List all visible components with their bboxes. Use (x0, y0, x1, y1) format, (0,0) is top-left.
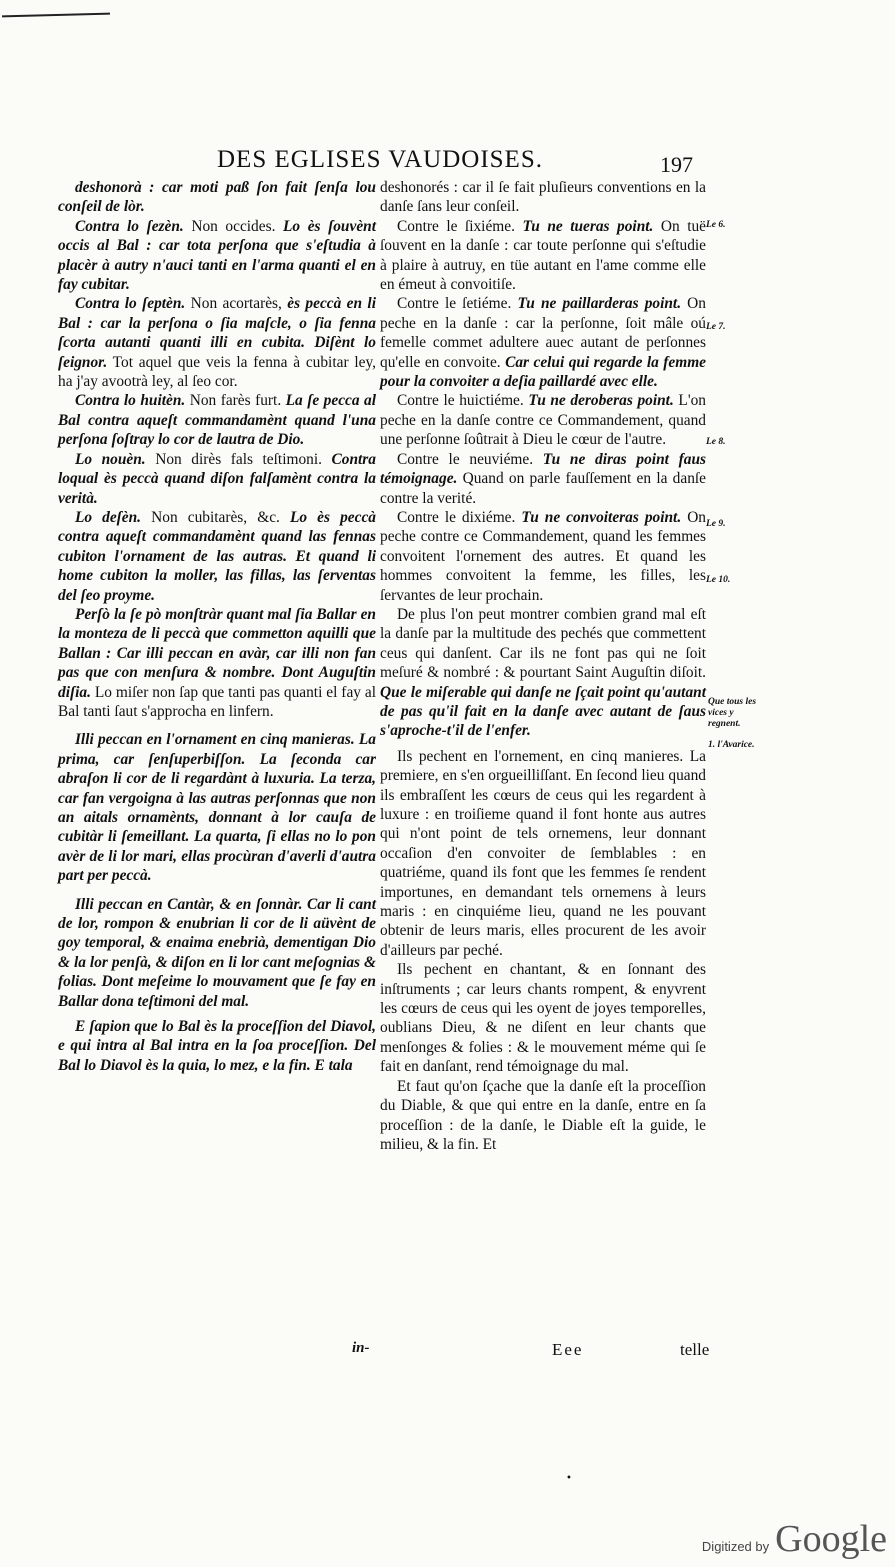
roman-text: Non dirès fals teſtimoni. (145, 450, 332, 468)
italic-text: Tu ne deroberas point. (528, 392, 674, 410)
roman-text: On peche en la danſe : car la perſonne, ſoit mâle oú femelle commet adultere auec autant de perſonnes qu'elle en convoite. (380, 295, 706, 371)
roman-text: Non cubitarès, &c. (141, 508, 290, 526)
paragraph (58, 895, 376, 1011)
italic-text: Contra loqual ès peccà quand diſon falſamènt contra la verità. (58, 450, 376, 507)
roman-text: Contre le neuviéme. (396, 450, 543, 468)
italic-text: Tu ne paillarderas point. (517, 295, 682, 313)
watermark-prefix: Digitized by (701, 1539, 770, 1554)
italic-text: Contra lo huitèn. (74, 392, 186, 410)
paragraph (58, 217, 376, 295)
roman-text: L'on peche en la danſe contre ce Commandement, quand une perſonne ſoûtrait à Dieu le cœur de l'autre. (380, 392, 706, 449)
roman-text: Quand on parle fauſſement en la danſe contre la verité. (380, 470, 706, 507)
paragraph (380, 294, 706, 391)
paragraph (380, 960, 706, 1076)
paragraph (380, 1077, 706, 1155)
italic-text: E ſapion que lo Bal ès la proceſſion del Diavol, e qui intra al Bal intra en la ſoa proceſſion. Del Bal lo Diavol ès la quia, lo mez, e la fin. E tala (58, 1018, 376, 1074)
roman-text: Lo miſer non ſap que tanti pas quanti el fay al Bal tanti ſaut s'approcha en linfern. (58, 683, 376, 720)
paragraph (380, 747, 706, 960)
italic-text: Tu ne diras point faus témoignage. (380, 450, 706, 488)
left-catchword: in- (352, 1340, 370, 1356)
roman-text: Contre le huictiéme. (396, 392, 529, 410)
roman-text: Ils pechent en chantant, & en ſonnant des inſtruments ; car leurs chants rompent, & enyvrent les cœurs de ceus qui les oyent de joyes temporelles, oublians Dieu, & ne diſent en leur chants que menſonges & folies : & le mouvement méme qui ſe fait en danſant, rend témoignage du mal. (380, 961, 706, 1076)
roman-text: Contre le ſetiéme. (396, 295, 518, 313)
left-column-occitan (58, 178, 376, 1075)
italic-text: Que le miſerable qui danſe ne ſçait point qu'autant de pas qu'il fait en la danſe avec autant de ſaus s'aproche-t'il de l'enfer. (380, 683, 706, 740)
italic-text: Lo deſèn. (74, 508, 142, 526)
margin-note-10: Le 10. (706, 575, 731, 585)
roman-text: De plus l'on peut montrer combien grand mal eſt la danſe par la multitude des pechés que commettent ceus qui danſent. Car ils ne font pas qui ne ſoit meſuré & nombré : & pourtant Saint Auguſtin diſoit. (380, 605, 706, 682)
roman-text: On tuë ſouvent en la danſe : car toute perſonne qui s'eſtudie à plaire à autruy, en tüe autant en l'ame comme elle en émeut à convoitiſe. (380, 217, 707, 294)
roman-text: Non farès furt. (185, 392, 286, 410)
paragraph (380, 217, 706, 295)
paragraph (380, 391, 706, 449)
margin-note-9: Le 9. (706, 519, 726, 529)
italic-text: deshonorà : car moti paß ſon fait ſenſa lou conſeil de lòr. (58, 179, 376, 216)
google-logo: Google (775, 1518, 887, 1560)
margin-note-7: Le 7. (706, 322, 726, 332)
roman-text: Et faut qu'on ſçache que la danſe eſt la proceſſion du Diable, & que qui entre en la danſe, entre en ſa proceſſion : de la danſe, le Diable eſt la guide, le milieu, & la fin. Et (380, 1077, 706, 1153)
paragraph (58, 730, 376, 885)
page-number: 197 (660, 152, 693, 177)
paragraph (58, 508, 376, 605)
margin-note-avarice: 1. l'Avarice. (708, 740, 755, 750)
paragraph (380, 508, 706, 605)
italic-text: Illi peccan en Cantàr, & en ſonnàr. Car li cant de lor, rompon & enubrian li cor de li aüvènt de goy temporal, & enaima enebrià, dementigan Dio & la lor penſà, & diſon en li lor cant meſognias & folias. Dont meſeime lo mouvament que ſe fay en Ballar dona teſtimoni del mal. (58, 895, 376, 1010)
italic-text: Car celui qui regarde la femme pour la convoiter a deſia paillardé avec elle. (380, 353, 707, 391)
roman-text: On peche contre ce Commandement, quand les femmes convoitent l'ornement des autres. Et quand les hommes convoitent la femme, les filles, les ſervantes de leur prochain. (380, 508, 706, 604)
paragraph (58, 605, 376, 721)
italic-text: Illi peccan en l'ornament en cinq manieras. La prima, car ſenſuperbiſſon. La ſeconda car abraſon li cor de li regardànt à luxuria. La terza, car fan vergoigna à las autras perſonnas que non an aitals ornamènts, donnant à lor cauſa de cubitàr li ſemeillant. La quarta, ſi ellas no lo pon avèr de li lor mari, ellas procùran d'averli d'autra part per peccà. (58, 731, 376, 885)
ink-speck: • (566, 1473, 572, 1484)
running-head: DES EGLISES VAUDOISES. (217, 146, 543, 173)
paragraph (58, 1017, 376, 1075)
roman-text: Contre le dixiéme. (396, 508, 522, 526)
italic-text: Tu ne tueras point. (522, 217, 654, 235)
watermark (702, 1517, 887, 1561)
italic-text: La ſe pecca al Bal contra aqueſt commandamènt quand l'una perſona ſoſtray lo cor de lautra de Dio. (58, 392, 376, 449)
paragraph (380, 450, 706, 508)
italic-text: ès peccà en li Bal : car la perſona o ſia maſcle, o ſia fenna ſcorta autanti quanti illi en cubita. Diſènt lo ſeignor. (58, 295, 376, 371)
margin-note-8: Le 8. (706, 437, 726, 447)
italic-text: Perſò la ſe pò monſtràr quant mal ſia Ballar en la monteza de li peccà que commetton aquilli que Ballan : Car illi peccan en avàr, car illi non fan pas que con menſura & nombre. Dont Auguſtin diſia. (58, 605, 376, 701)
paragraph (58, 178, 376, 217)
italic-text: Lo nouèn. (74, 450, 146, 468)
paragraph (58, 450, 376, 508)
roman-text: Ils pechent en l'ornement, en cinq manieres. La premiere, en s'en orgueilliſſant. En ſecond lieu quand ils embraſſent les cœurs de ceus qui les regardent à luxure : en troiſieme quand il font honte aus autres qui n'ont point de tels ornemens, leur donnant occaſion d'en convoiter de ſemblables : en quatriéme, quand ils font que les femmes ſe rendent importunes, en demandant tels ornemens à leurs maris : en cinquiéme lieu, quand ne les pouvant obtenir de leurs maris, elles procurent de les avoir d'ailleurs par peché. (380, 747, 706, 959)
right-catchword: telle (680, 1340, 710, 1359)
signature-mark: Eee (552, 1340, 584, 1359)
margin-note-vices: Que tous les vices y regnent. (708, 697, 757, 729)
roman-text: Non acortarès, (185, 295, 288, 313)
italic-text: Tu ne convoiteras point. (521, 508, 682, 526)
ink-stroke (2, 13, 110, 18)
right-column-french (380, 178, 706, 1154)
paragraph (58, 294, 376, 391)
margin-note-6: Le 6. (706, 220, 726, 230)
italic-text: Contra lo ſeptèn. (74, 295, 186, 313)
paragraph (58, 391, 376, 449)
roman-text: Non occides. (183, 217, 284, 235)
roman-text: Contre le ſixiéme. (396, 217, 523, 235)
paragraph (380, 605, 706, 741)
roman-text: Tot aquel que veis la fenna à cubitar ley, ha j'ay avootrà ley, al ſeo cor. (58, 353, 376, 391)
paragraph (380, 178, 706, 217)
roman-text: deshonorés : car il ſe fait pluſieurs conventions en la danſe ſans leur conſeil. (380, 179, 706, 216)
italic-text: Lo ès ſouvènt occis al Bal : car tota perſona que s'eſtudia à placèr à autry n'auci tanti en l'arma quanti el en fay cubitar. (58, 217, 376, 294)
italic-text: Contra lo ſezèn. (74, 217, 184, 235)
italic-text: Lo ès peccà contra aqueſt commandamènt quand las fennas cubiton l'ornament de las autras. Et quand li home cubiton la moller, las fillas, las ſerventas del ſeo proyme. (58, 508, 376, 604)
